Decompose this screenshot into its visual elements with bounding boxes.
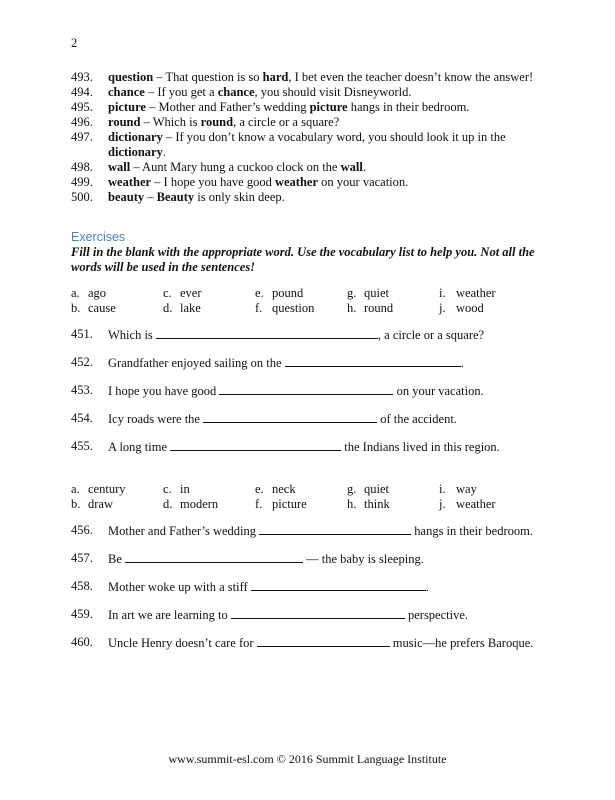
exercise-sentence <box>71 327 551 343</box>
vocab-text <box>108 115 551 130</box>
vocab-word: wall <box>108 160 131 174</box>
word-bank-letter: c. <box>163 286 172 300</box>
answer-blank[interactable] <box>125 551 303 563</box>
word-bank-item <box>71 301 163 316</box>
word-bank-letter: h. <box>347 301 357 315</box>
sentence-end: , a circle or a square? <box>377 328 485 342</box>
exercise-sentence <box>71 635 551 651</box>
word-bank-2 <box>71 482 531 512</box>
word-bank-row <box>71 286 531 301</box>
vocab-sentence-end: , you should visit Disneyworld. <box>254 85 412 99</box>
word-bank-letter: h. <box>347 497 357 511</box>
answer-blank[interactable] <box>257 635 390 647</box>
word-bank-word: picture <box>272 497 307 511</box>
vocab-text <box>108 130 551 160</box>
vocab-item <box>71 175 551 190</box>
vocab-sentence-start: – Which is <box>140 115 201 129</box>
sentence-number: 456. <box>71 523 93 537</box>
vocab-text <box>108 100 551 115</box>
vocab-text <box>108 85 551 100</box>
vocab-sentence-start: – Mother and Father’s wedding <box>145 100 310 114</box>
vocab-sentence-end: . <box>362 160 366 174</box>
word-bank-word: wood <box>456 301 484 315</box>
word-bank-letter: a. <box>71 482 80 496</box>
vocab-sentence-keyword: picture <box>309 100 348 114</box>
sentence-text <box>108 327 484 343</box>
sentence-text <box>108 355 464 371</box>
vocab-number: 493. <box>71 70 93 84</box>
exercises-heading: Exercises <box>71 230 126 244</box>
sentence-text <box>108 523 533 539</box>
word-bank-item <box>347 497 439 512</box>
word-bank-word: way <box>456 482 477 496</box>
word-bank-row <box>71 497 531 512</box>
vocab-word: beauty <box>108 190 145 204</box>
vocab-word: dictionary <box>108 130 163 144</box>
sentence-end: the Indians lived in this region. <box>341 440 500 454</box>
vocab-item <box>71 160 551 175</box>
vocab-text <box>108 175 551 190</box>
word-bank-letter: c. <box>163 482 172 496</box>
vocab-sentence-start: – <box>144 190 157 204</box>
sentence-end: music—he prefers Baroque. <box>389 636 534 650</box>
vocab-item <box>71 100 551 115</box>
sentence-end: — the baby is sleeping. <box>303 552 424 566</box>
word-bank-word: quiet <box>364 286 389 300</box>
exercise-sentence <box>71 383 551 399</box>
vocab-sentence-end: hangs in their bedroom. <box>347 100 470 114</box>
word-bank-row <box>71 482 531 497</box>
vocab-sentence-start: – Aunt Mary hung a cuckoo clock on the <box>130 160 341 174</box>
exercise-sentence <box>71 439 551 455</box>
word-bank-word: quiet <box>364 482 389 496</box>
word-bank-word: draw <box>88 497 113 511</box>
word-bank-item <box>255 482 347 497</box>
vocab-word: picture <box>108 100 146 114</box>
vocab-word: chance <box>108 85 145 99</box>
footer: www.summit-esl.com © 2016 Summit Language Institute <box>168 752 447 766</box>
word-bank-letter: g. <box>347 482 357 496</box>
vocab-word: round <box>108 115 141 129</box>
sentence-start: Icy roads were the <box>108 412 204 426</box>
sentence-text <box>108 635 533 651</box>
vocab-item <box>71 70 551 85</box>
word-bank-letter: a. <box>71 286 80 300</box>
word-bank-item <box>163 482 255 497</box>
sentence-number: 460. <box>71 635 93 649</box>
word-bank-item <box>163 286 255 301</box>
answer-blank[interactable] <box>156 327 378 339</box>
word-bank-item <box>163 497 255 512</box>
word-bank-item <box>255 301 347 316</box>
word-bank-letter: j. <box>439 301 446 315</box>
word-bank-word: century <box>88 482 126 496</box>
vocab-word: weather <box>108 175 152 189</box>
sentence-start: A long time <box>108 440 171 454</box>
sentence-number: 451. <box>71 327 93 341</box>
word-bank-item <box>439 301 531 316</box>
vocab-number: 494. <box>71 85 93 99</box>
vocab-sentence-end: , a circle or a square? <box>233 115 340 129</box>
vocab-text <box>108 190 551 205</box>
sentence-text <box>108 439 500 455</box>
word-bank-item <box>439 482 531 497</box>
word-bank-word: question <box>272 301 315 315</box>
word-bank-item <box>255 286 347 301</box>
word-bank-letter: e. <box>255 286 264 300</box>
word-bank-item <box>347 301 439 316</box>
word-bank-letter: f. <box>255 497 263 511</box>
exercise-sentence <box>71 523 551 539</box>
word-bank-item <box>347 482 439 497</box>
vocab-sentence-keyword: hard <box>262 70 289 84</box>
vocab-sentence-keyword: wall <box>340 160 363 174</box>
word-bank-letter: g. <box>347 286 357 300</box>
word-bank-letter: i. <box>439 286 446 300</box>
vocab-number: 500. <box>71 190 93 204</box>
exercise-sentence <box>71 355 551 371</box>
word-bank-letter: e. <box>255 482 264 496</box>
sentence-end: perspective. <box>404 608 469 622</box>
vocab-sentence-keyword: chance <box>217 85 255 99</box>
sentence-text <box>108 411 457 427</box>
vocab-text <box>108 160 551 175</box>
sentence-start: Mother woke up with a stiff <box>108 580 251 594</box>
sentence-start: I hope you have good <box>108 384 220 398</box>
word-bank-letter: f. <box>255 301 263 315</box>
word-bank-letter: b. <box>71 301 81 315</box>
word-bank-word: ago <box>88 286 107 300</box>
vocab-sentence-keyword: weather <box>274 175 319 189</box>
word-bank-word: weather <box>456 497 496 511</box>
vocab-item <box>71 115 551 130</box>
word-bank-item <box>347 286 439 301</box>
sentence-start: Grandfather enjoyed sailing on the <box>108 356 285 370</box>
exercise-sentence <box>71 551 551 567</box>
vocab-word: question <box>108 70 154 84</box>
vocab-sentence-start: – That question is so <box>153 70 263 84</box>
sentence-number: 457. <box>71 551 93 565</box>
sentence-end: hangs in their bedroom. <box>411 524 533 538</box>
sentence-start: In art we are learning to <box>108 608 231 622</box>
vocab-sentence-keyword: dictionary <box>108 145 163 159</box>
sentence-number: 458. <box>71 579 93 593</box>
vocab-number: 496. <box>71 115 93 129</box>
word-bank-letter: i. <box>439 482 446 496</box>
vocab-sentence-end: is only skin deep. <box>194 190 285 204</box>
vocab-text <box>108 70 551 85</box>
answer-blank[interactable] <box>259 523 411 535</box>
answer-blank[interactable] <box>203 411 377 423</box>
vocabulary-list <box>71 70 551 205</box>
exercise-sentence <box>71 411 551 427</box>
sentence-text <box>108 551 424 567</box>
word-bank-row <box>71 301 531 316</box>
word-bank-item <box>439 286 531 301</box>
word-bank-word: lake <box>180 301 201 315</box>
word-bank-word: in <box>180 482 190 496</box>
word-bank-word: cause <box>88 301 116 315</box>
vocab-number: 495. <box>71 100 93 114</box>
answer-blank[interactable] <box>251 579 426 591</box>
exercise-sentence <box>71 579 551 595</box>
word-bank-item <box>439 497 531 512</box>
sentence-number: 454. <box>71 411 93 425</box>
word-bank-letter: j. <box>439 497 446 511</box>
sentence-end: on your vacation. <box>393 384 484 398</box>
word-bank-item <box>163 301 255 316</box>
vocab-item <box>71 130 551 160</box>
word-bank-word: weather <box>456 286 496 300</box>
sentence-end: . <box>460 356 464 370</box>
word-bank-word: think <box>364 497 390 511</box>
answer-blank[interactable] <box>231 607 405 619</box>
answer-blank[interactable] <box>219 383 393 395</box>
word-bank-item <box>255 497 347 512</box>
vocab-sentence-start: – I hope you have good <box>151 175 275 189</box>
sentence-number: 453. <box>71 383 93 397</box>
sentence-start: Uncle Henry doesn’t care for <box>108 636 257 650</box>
answer-blank[interactable] <box>170 439 341 451</box>
word-bank-word: neck <box>272 482 296 496</box>
instructions: Fill in the blank with the appropriate word. Use the vocabulary list to help you. Not all the words will be used in the sentences! <box>71 245 535 274</box>
vocab-sentence-end: . <box>162 145 166 159</box>
vocab-sentence-keyword: Beauty <box>156 190 195 204</box>
vocab-sentence-end: , I bet even the teacher doesn’t know the answer! <box>288 70 534 84</box>
sentence-number: 455. <box>71 439 93 453</box>
sentence-text <box>108 579 429 595</box>
vocab-sentence-end: on your vacation. <box>318 175 409 189</box>
word-bank-word: pound <box>272 286 304 300</box>
word-bank-letter: d. <box>163 301 173 315</box>
vocab-number: 498. <box>71 160 93 174</box>
word-bank-letter: b. <box>71 497 81 511</box>
word-bank-item <box>71 497 163 512</box>
sentence-end: . <box>425 580 429 594</box>
sentence-text <box>108 383 484 399</box>
exercise-sentence <box>71 607 551 623</box>
vocab-sentence-start: – If you don’t know a vocabulary word, you should look it up in the <box>162 130 506 144</box>
vocab-sentence-keyword: round <box>200 115 234 129</box>
word-bank-letter: d. <box>163 497 173 511</box>
word-bank-word: round <box>364 301 394 315</box>
sentence-number: 452. <box>71 355 93 369</box>
word-bank-item <box>71 286 163 301</box>
sentence-end: of the accident. <box>377 412 457 426</box>
vocab-item <box>71 190 551 205</box>
word-bank-item <box>71 482 163 497</box>
vocab-number: 497. <box>71 130 93 144</box>
answer-blank[interactable] <box>285 355 461 367</box>
word-bank-word: modern <box>180 497 219 511</box>
sentence-start: Be <box>108 552 126 566</box>
vocab-sentence-start: – If you get a <box>144 85 218 99</box>
sentence-text <box>108 607 468 623</box>
word-bank-word: ever <box>180 286 202 300</box>
vocab-item <box>71 85 551 100</box>
vocab-number: 499. <box>71 175 93 189</box>
sentence-number: 459. <box>71 607 93 621</box>
page-number: 2 <box>71 36 78 50</box>
sentence-start: Which is <box>108 328 156 342</box>
word-bank-1 <box>71 286 531 316</box>
sentence-start: Mother and Father’s wedding <box>108 524 260 538</box>
